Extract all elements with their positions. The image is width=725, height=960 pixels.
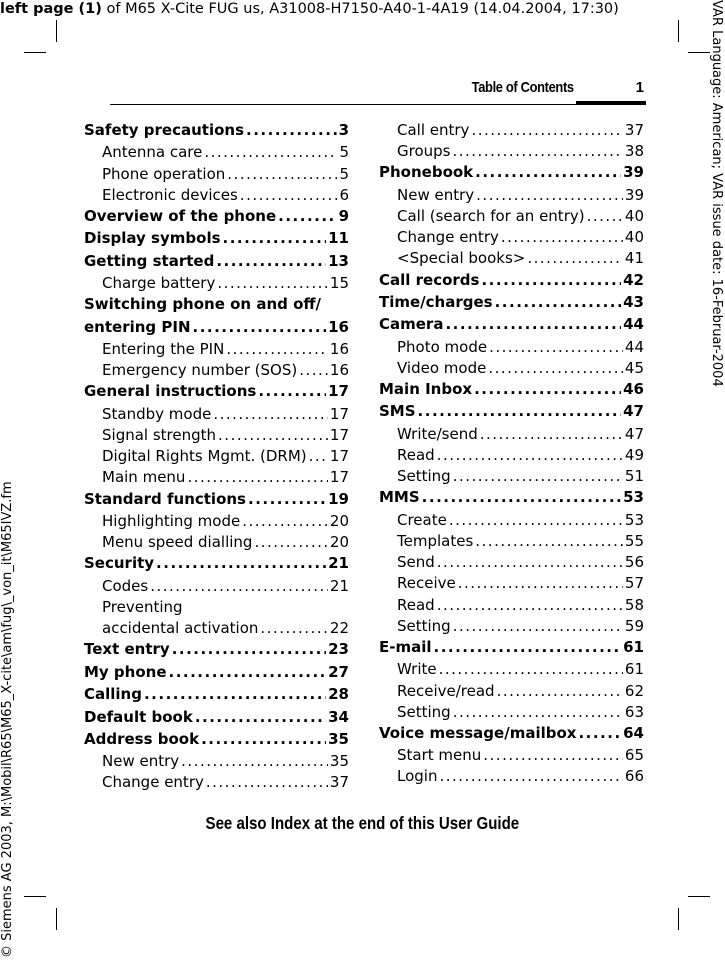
header-rule-thick [576, 101, 646, 105]
dot-leader [497, 682, 623, 700]
toc-entry-page: 44 [624, 337, 644, 356]
toc-entry[interactable] [84, 295, 349, 317]
toc-entry-label: Security [84, 554, 155, 573]
dot-leader [246, 121, 337, 139]
dot-leader [240, 186, 338, 204]
toc-entry-page: 9 [338, 206, 349, 225]
toc-entry[interactable] [379, 249, 644, 270]
header-page-number: 1 [635, 79, 644, 96]
toc-entry-page: 5 [339, 164, 349, 183]
toc-entry-page: 42 [623, 270, 644, 289]
toc-entry[interactable] [379, 617, 644, 638]
toc-entry-label: Start menu [397, 746, 482, 765]
toc-entry-label: Templates [397, 531, 474, 550]
dot-leader [439, 767, 622, 785]
dot-leader [527, 249, 623, 267]
toc-entry-label: Switching phone on and off/ [84, 295, 322, 314]
dot-leader [480, 425, 623, 443]
crop-mark [688, 896, 710, 897]
toc-entry-label: Safety precautions [84, 121, 245, 139]
toc-entry-label: Main Inbox [379, 380, 473, 399]
toc-entry[interactable] [379, 596, 644, 617]
toc-entry-page: 17 [329, 447, 349, 466]
dot-leader [471, 121, 622, 139]
toc-entry[interactable] [379, 271, 644, 293]
toc-entry-label: Signal strength [102, 426, 217, 445]
toc-entry[interactable] [84, 143, 349, 164]
toc-entry-page: 15 [329, 274, 349, 293]
toc-entry[interactable] [379, 682, 644, 703]
toc-entry-label: Display symbols [84, 229, 221, 248]
toc-entry-page: 55 [624, 531, 644, 550]
dot-leader [475, 532, 623, 550]
toc-entry[interactable] [379, 293, 644, 315]
dot-leader [309, 447, 328, 465]
toc-entry[interactable] [84, 685, 349, 707]
crop-mark [678, 20, 679, 42]
toc-entry-page: 16 [329, 361, 349, 380]
toc-entry-page: 53 [623, 488, 644, 507]
dot-leader [449, 511, 623, 529]
toc-entry-page: 45 [624, 358, 644, 377]
dot-leader [206, 773, 328, 791]
toc-entry-label: entering PIN [84, 317, 191, 336]
toc-entry-page: 6 [339, 185, 349, 204]
header-title: Table of Contents [471, 79, 574, 96]
toc-entry-page: 3 [338, 121, 349, 139]
toc-entry-page: 61 [624, 660, 644, 679]
toc-entry-label: Groups [397, 142, 451, 161]
toc-entry[interactable] [84, 318, 349, 340]
crop-mark [56, 908, 57, 930]
toc-entry[interactable] [84, 165, 349, 186]
toc-entry-label: Write/send [397, 424, 478, 443]
toc-entry[interactable] [84, 274, 349, 295]
toc-entry[interactable] [379, 402, 644, 424]
toc-entry[interactable] [84, 708, 349, 730]
toc-entry[interactable] [84, 663, 349, 685]
toc-entry-label: Write [397, 660, 437, 679]
toc-entry[interactable] [84, 186, 349, 207]
toc-entry-label: Overview of the phone [84, 206, 277, 225]
crop-mark [688, 52, 710, 53]
toc-entry-label: Setting [397, 702, 451, 721]
side-note-right: VAR Language: American; VAR issue date: 16-Februar-2004 [709, 0, 724, 387]
toc-entry-label: Call (search for an entry) [397, 206, 585, 225]
toc-entry-label: Change entry [397, 228, 499, 247]
dot-leader [226, 340, 328, 358]
toc-entry[interactable] [379, 638, 644, 660]
toc-entry-page: 19 [328, 489, 349, 508]
dot-leader [488, 359, 623, 377]
dot-leader [172, 640, 326, 658]
toc-entry-label: Calling [84, 685, 142, 704]
dot-leader [223, 229, 327, 247]
toc-entry-page: 11 [328, 229, 349, 248]
dot-leader [260, 619, 327, 637]
print-slug [0, 0, 619, 18]
toc-entry[interactable] [379, 163, 644, 185]
dot-leader [453, 467, 623, 485]
toc-entry-label: Default book [84, 707, 193, 726]
toc-entry-label: Read [397, 446, 435, 465]
dot-leader [422, 488, 621, 506]
toc-entry-label: Menu speed dialling [102, 533, 253, 552]
toc-entry-page: 37 [624, 121, 644, 139]
dot-leader [187, 468, 327, 486]
toc-entry[interactable] [84, 533, 349, 554]
toc-entry-page: 40 [624, 228, 644, 247]
toc-entry-page: 35 [329, 752, 349, 771]
toc-entry[interactable] [84, 598, 349, 619]
toc-entry-label: Call entry [397, 121, 470, 139]
toc-entry-page: 63 [624, 702, 644, 721]
toc-entry-page: 27 [328, 662, 349, 681]
toc-entry-page: 16 [328, 317, 349, 336]
toc-entry-page: 47 [624, 424, 644, 443]
dot-leader [258, 382, 326, 400]
toc-entry[interactable] [379, 574, 644, 595]
toc-entry[interactable] [84, 468, 349, 489]
dot-leader [216, 252, 326, 270]
toc-entry[interactable] [379, 467, 644, 488]
dot-leader [195, 708, 326, 726]
toc-entry-label: Photo mode [397, 337, 488, 356]
toc-entry-label: Video mode [397, 358, 487, 377]
toc-entry-page: 34 [328, 707, 349, 726]
toc-entry-label: SMS [379, 402, 416, 421]
toc-entry-label: Standby mode [102, 404, 212, 423]
toc-entry-label: Setting [397, 616, 451, 635]
toc-entry[interactable] [379, 511, 644, 532]
toc-entry[interactable] [84, 577, 349, 598]
toc-entry-label: Phone operation [102, 164, 226, 183]
toc-entry-page: 51 [624, 467, 644, 486]
dot-leader [248, 490, 326, 508]
dot-leader [218, 426, 328, 444]
toc-column-left [84, 121, 349, 795]
toc-entry-page: 17 [328, 382, 349, 401]
dot-leader [437, 446, 623, 464]
dot-leader [204, 143, 337, 161]
toc-column-right [379, 121, 644, 789]
toc-entry[interactable] [379, 315, 644, 337]
toc-entry-page: 58 [624, 595, 644, 614]
toc-entry-page: 53 [624, 510, 644, 529]
dot-leader [434, 638, 622, 656]
dot-leader [227, 165, 337, 183]
toc-entry-label: Entering the PIN [102, 340, 225, 359]
dot-leader [299, 361, 328, 379]
toc-entry-page: 35 [328, 729, 349, 748]
toc-entry[interactable] [379, 767, 644, 788]
toc-entry[interactable] [84, 361, 349, 382]
dot-leader [587, 207, 623, 225]
toc-entry-label: New entry [102, 752, 180, 771]
dot-leader [458, 574, 623, 592]
footer-note [0, 813, 725, 834]
dot-leader [475, 163, 621, 181]
toc-entry-page: 56 [624, 553, 644, 572]
dot-leader [445, 315, 621, 333]
toc-entry-page: 46 [623, 380, 644, 399]
toc-entry[interactable] [84, 773, 349, 794]
toc-entry-label: Codes [102, 576, 149, 595]
toc-entry-label: General instructions [84, 382, 257, 401]
toc-entry-page: 41 [624, 249, 644, 268]
dot-leader [213, 405, 328, 423]
toc-entry-label: Call records [379, 270, 480, 289]
toc-entry[interactable] [84, 512, 349, 533]
dot-leader [439, 660, 623, 678]
toc-entry-label: Main menu [102, 468, 186, 487]
toc-entry-label: Phonebook [379, 163, 474, 182]
dot-leader [437, 596, 623, 614]
toc-entry-page: 64 [623, 723, 644, 742]
toc-entry-page: 40 [624, 206, 644, 225]
toc-entry-page: 5 [339, 143, 349, 162]
toc-entry[interactable] [379, 746, 644, 767]
toc-entry-label: Address book [84, 729, 200, 748]
toc-entry[interactable] [379, 338, 644, 359]
toc-entry-page: 23 [328, 640, 349, 659]
toc-entry-label: Receive/read [397, 681, 495, 700]
toc-entry[interactable] [379, 121, 644, 142]
dot-leader [254, 533, 327, 551]
side-note-left: © Siemens AG 2003, M:\Mobil\R65\M65_X-cite\am\fug\_von_it\M65IVZ.fm [0, 481, 15, 958]
toc-entry[interactable] [84, 426, 349, 447]
dot-leader [495, 293, 622, 311]
toc-entry[interactable] [379, 425, 644, 446]
toc-entry-label: Voice message/mailbox [379, 723, 577, 742]
toc-entry-label: E-mail [379, 637, 432, 656]
dot-leader [242, 512, 328, 530]
dot-leader [156, 554, 326, 572]
toc-entry[interactable] [84, 229, 349, 251]
toc-entry[interactable] [379, 488, 644, 510]
toc-entry-page: 20 [329, 533, 349, 552]
toc-entry-page: 13 [328, 251, 349, 270]
toc-entry[interactable] [379, 228, 644, 249]
dot-leader [201, 730, 326, 748]
toc-entry[interactable] [84, 730, 349, 752]
toc-entry[interactable] [84, 382, 349, 404]
dot-leader [418, 402, 622, 420]
toc-entry-page: 61 [623, 637, 644, 656]
dot-leader [169, 663, 327, 681]
toc-entry[interactable] [84, 490, 349, 512]
toc-entry[interactable] [379, 532, 644, 553]
print-slug-text: of M65 X-Cite FUG us, A31008-H7150-A40-1-4A19 (14.04.2004, 17:30) [101, 1, 619, 17]
toc-entry-label: Electronic devices [102, 185, 238, 204]
running-header [110, 79, 646, 105]
toc-entry[interactable] [84, 447, 349, 468]
toc-entry-label: Standard functions [84, 489, 246, 508]
toc-entry-label: Change entry [102, 773, 204, 792]
toc-entry-page: 22 [329, 619, 349, 638]
toc-entry-label: Camera [379, 315, 444, 334]
toc-entry-label: Text entry [84, 640, 170, 659]
toc-entry[interactable] [379, 446, 644, 467]
toc-entry-label: My phone [84, 662, 167, 681]
toc-entry-page: 17 [329, 404, 349, 423]
toc-entry[interactable] [379, 703, 644, 724]
toc-entry[interactable] [379, 207, 644, 228]
toc-entry-page: 17 [329, 468, 349, 487]
toc-entry-page: 44 [623, 315, 644, 334]
toc-entry[interactable] [84, 554, 349, 576]
toc-entry-label: <Special books> [397, 249, 526, 268]
toc-entry-page: 65 [624, 746, 644, 765]
toc-entry[interactable] [379, 553, 644, 574]
dot-leader [453, 617, 623, 635]
crop-mark [24, 52, 46, 53]
toc-entry[interactable] [84, 752, 349, 773]
dot-leader [452, 142, 622, 160]
toc-entry-page: 37 [329, 773, 349, 792]
toc-entry-page: 39 [624, 185, 644, 204]
toc-entry-label: MMS [379, 488, 420, 507]
toc-entry-label: Getting started [84, 251, 215, 270]
toc-entry-label: Receive [397, 574, 456, 593]
toc-entry-label: Digital Rights Mgmt. (DRM) [102, 447, 307, 466]
toc-entry-label: accidental activation [102, 619, 259, 638]
toc-entry-label: Setting [397, 467, 451, 486]
dot-leader [181, 752, 328, 770]
dot-leader [437, 553, 623, 571]
toc-entry-label: Time/charges [379, 292, 493, 311]
toc-entry-page: 59 [624, 616, 644, 635]
crop-mark [678, 908, 679, 930]
toc-entry[interactable] [84, 640, 349, 662]
toc-entry-page: 21 [329, 576, 349, 595]
toc-entry-label: Login [397, 767, 438, 786]
toc-entry[interactable] [379, 724, 644, 746]
toc-entry-page: 43 [623, 292, 644, 311]
toc-entry-page: 57 [624, 574, 644, 593]
toc-entry[interactable] [379, 186, 644, 207]
toc-entry-label: Read [397, 595, 435, 614]
dot-leader [483, 746, 623, 764]
toc-entry-label: New entry [397, 185, 475, 204]
crop-mark [24, 896, 46, 897]
toc-entry[interactable] [84, 207, 349, 229]
toc-entry-page: 28 [328, 685, 349, 704]
toc-entry-page: 17 [329, 426, 349, 445]
dot-leader [278, 207, 336, 225]
toc-entry-label: Emergency number (SOS) [102, 361, 298, 380]
toc-entry[interactable] [84, 340, 349, 361]
toc-entry[interactable] [379, 380, 644, 402]
toc-entry-page: 16 [329, 340, 349, 359]
print-slug-bold: left page (1) [0, 1, 102, 17]
dot-leader [144, 685, 326, 703]
dot-leader [578, 724, 621, 742]
toc-entry[interactable] [379, 660, 644, 681]
toc-entry-label: Create [397, 510, 447, 529]
toc-entry-page: 20 [329, 512, 349, 530]
toc-entry-page: 49 [624, 446, 644, 465]
toc-entry-label: Charge battery [102, 274, 216, 293]
dot-leader [474, 380, 621, 398]
dot-leader [453, 703, 623, 721]
toc-entry-page: 66 [624, 767, 644, 786]
toc-entry-label: Preventing [102, 597, 183, 616]
toc-entry[interactable] [84, 121, 349, 143]
dot-leader [476, 186, 623, 204]
toc-entry-page: 62 [624, 681, 644, 700]
header-rule [110, 104, 576, 105]
toc-entry-page: 39 [623, 163, 644, 182]
toc-entry-page: 47 [623, 402, 644, 421]
dot-leader [489, 338, 623, 356]
crop-mark [56, 20, 57, 42]
toc-entry-label: Send [397, 553, 435, 572]
toc-entry[interactable] [84, 619, 349, 640]
footer-note-text: See also Index at the end of this User Guide [205, 813, 520, 833]
toc-entry[interactable] [379, 142, 644, 163]
toc-entry-page: 21 [328, 554, 349, 573]
toc-entry-page: 38 [624, 142, 644, 161]
dot-leader [150, 577, 328, 595]
toc-entry[interactable] [84, 252, 349, 274]
dot-leader [193, 318, 327, 336]
toc-entry-label: Highlighting mode [102, 512, 241, 530]
dot-leader [217, 274, 328, 292]
dot-leader [481, 271, 621, 289]
toc-entry-label: Antenna care [102, 143, 203, 162]
toc-entry[interactable] [379, 359, 644, 380]
toc-entry[interactable] [84, 405, 349, 426]
dot-leader [501, 228, 623, 246]
